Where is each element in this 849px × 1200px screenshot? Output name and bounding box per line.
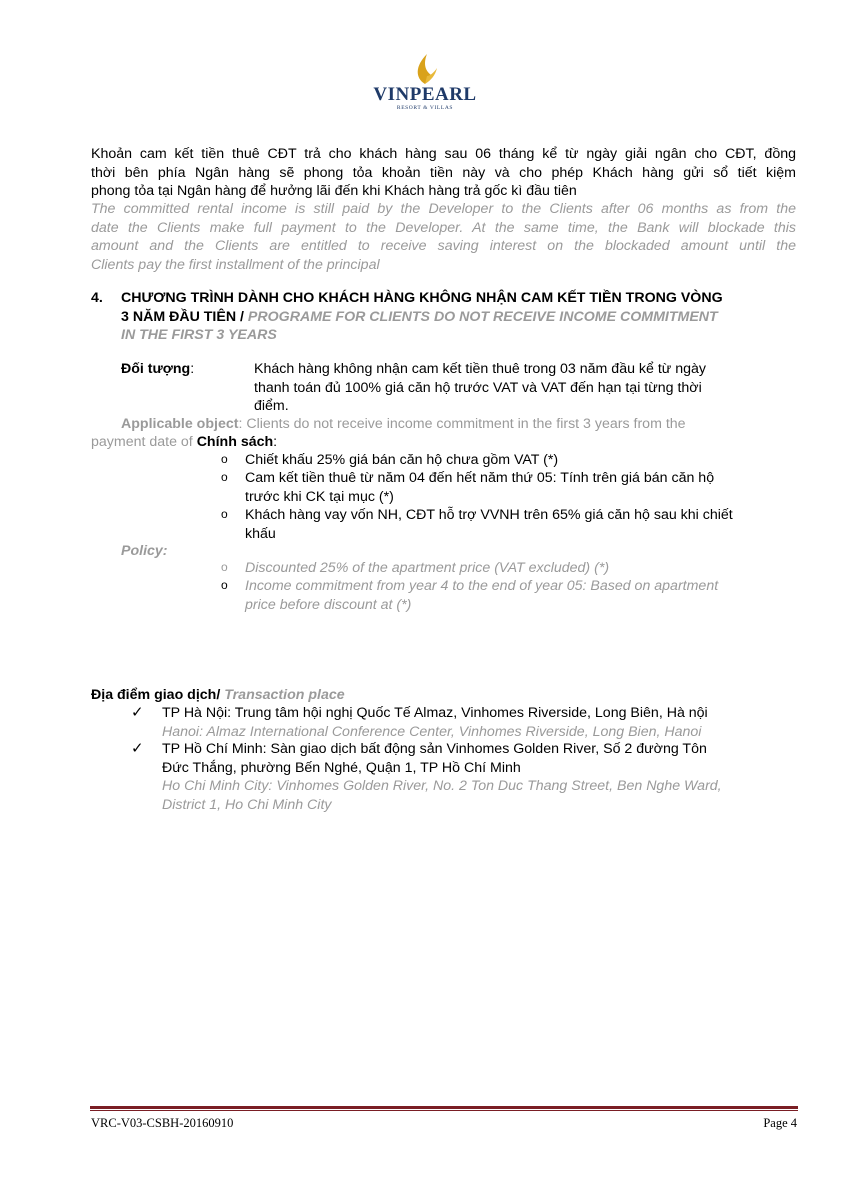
policy-item-vi-line: trước khi CK tại mục (*)	[245, 488, 394, 505]
intro-en-line: The committed rental income is still paid by the Developer to the Clients after 06 months as from the	[91, 201, 796, 217]
check-icon: ✓	[131, 704, 144, 721]
place-en-line: District 1, Ho Chi Minh City	[162, 796, 332, 813]
intro-vi-paragraph	[91, 145, 796, 201]
bullet-marker: o	[221, 560, 228, 574]
policy-item-vi-line: Khách hàng vay vốn NH, CĐT hỗ trợ VVNH trên 65% giá căn hộ sau khi chiết	[245, 507, 733, 523]
policy-colon: :	[273, 434, 278, 450]
brand-tagline: RESORT & VILLAS	[396, 105, 454, 111]
policy-item-en-line: Income commitment from year 4 to the end of year 05: Based on apartment	[245, 578, 719, 594]
object-line: Khách hàng không nhận cam kết tiền thuê trong 03 năm đầu kể từ ngày	[254, 361, 706, 377]
policy-item-vi-line: Cam kết tiền thuê từ năm 04 đến hết năm thứ 05: Tính trên giá bán căn hộ	[245, 470, 715, 486]
policy-item-en	[245, 577, 718, 614]
transaction-label-vi: Địa điểm giao dịch/	[91, 687, 221, 703]
object-label-row	[121, 360, 194, 379]
intro-vi-line: Khoản cam kết tiền thuê CĐT trả cho khách hàng sau 06 tháng kể từ ngày giải ngân cho CĐT, đồng	[91, 146, 796, 162]
vinpearl-logo	[360, 50, 490, 130]
place-en-line: Ho Chi Minh City: Vinhomes Golden River, No. 2 Ton Duc Thang Street, Ben Nghe Ward,	[162, 778, 722, 795]
object-label: Đối tượng	[121, 361, 191, 377]
intro-en-paragraph	[91, 200, 796, 274]
vinpearl-emblem-icon	[405, 50, 445, 86]
policy-label-en: Policy:	[121, 543, 168, 559]
bullet-marker: o	[221, 507, 228, 521]
applicable-object-row	[121, 415, 686, 434]
section-title-line1: CHƯƠNG TRÌNH DÀNH CHO KHÁCH HÀNG KHÔNG NHẬN CAM KẾT TIỀN TRONG VÒNG	[121, 290, 723, 306]
section-title-vi: 3 NĂM ĐẦU TIÊN /	[121, 308, 244, 325]
place-vi-line: TP Hồ Chí Minh: Sàn giao dịch bất động sản Vinhomes Golden River, Số 2 đường Tôn	[162, 741, 707, 757]
footer-rule	[90, 1106, 798, 1109]
intro-en-line: Clients pay the first installment of the principal	[91, 256, 380, 273]
object-colon: :	[190, 361, 195, 377]
intro-en-line: date the Clients make full payment to the Developer. At the same time, the Bank will blockade this	[91, 219, 796, 236]
bullet-marker: o	[221, 452, 228, 466]
policy-item-en: Discounted 25% of the apartment price (VAT excluded) (*)	[245, 560, 610, 576]
document-code: VRC-V03-CSBH-20160910	[91, 1116, 234, 1130]
footer-rule-thin	[90, 1110, 798, 1111]
section-title-en: PROGRAME FOR CLIENTS DO NOT RECEIVE INCOME COMMITMENT	[247, 308, 718, 325]
policy-item-vi-line: khấu	[245, 525, 276, 542]
payment-date-text: payment date of	[91, 434, 197, 450]
check-icon: ✓	[131, 740, 144, 757]
object-text	[254, 360, 794, 416]
bullet-marker: o	[221, 578, 228, 592]
transaction-place-hcm	[162, 740, 722, 814]
policy-label-vi: Chính sách	[196, 434, 274, 450]
payment-date-row	[91, 433, 277, 452]
section-heading	[121, 289, 796, 345]
brand-name: VINPEARL	[373, 84, 477, 105]
bullet-marker: o	[221, 470, 228, 484]
applicable-object-label: Applicable object	[121, 416, 239, 432]
section-title-en-line3: IN THE FIRST 3 YEARS	[121, 327, 277, 344]
place-en-line: Hanoi: Almaz International Conference Center, Vinhomes Riverside, Long Bien, Hanoi	[162, 723, 702, 740]
applicable-object-text: : Clients do not receive income commitment in the first 3 years from the	[238, 416, 686, 432]
intro-en-line: amount and the Clients are entitled to receive saving interest on the blockaded amount until the	[91, 238, 796, 255]
intro-vi-line: phong tỏa tại Ngân hàng để hưởng lãi đến khi Khách hàng trả gốc kì đầu tiên	[91, 183, 577, 200]
page-number: Page 4	[763, 1116, 797, 1130]
section-number: 4.	[91, 290, 103, 306]
intro-vi-line: thời bên phía Ngân hàng sẽ phong tỏa khoản tiền này và cho phép Khách hàng gửi sổ tiết kiệm	[91, 164, 796, 181]
transaction-place-hanoi	[162, 704, 708, 741]
transaction-place-heading	[91, 686, 345, 705]
policy-item-vi	[245, 469, 714, 506]
object-line: thanh toán đủ 100% giá căn hộ trước VAT và VAT đến hạn tại từng thời	[254, 379, 702, 396]
place-vi-line: TP Hà Nội: Trung tâm hội nghị Quốc Tế Almaz, Vinhomes Riverside, Long Biên, Hà nội	[162, 705, 708, 721]
policy-item-vi: Chiết khấu 25% giá bán căn hộ chưa gồm VAT (*)	[245, 452, 559, 468]
place-vi-line: Đức Thắng, phường Bến Nghé, Quận 1, TP Hồ Chí Minh	[162, 759, 521, 776]
policy-item-vi	[245, 506, 733, 543]
policy-item-en-line: price before discount at (*)	[245, 596, 412, 613]
transaction-label-en: Transaction place	[224, 687, 345, 703]
object-line: điểm.	[254, 398, 289, 415]
